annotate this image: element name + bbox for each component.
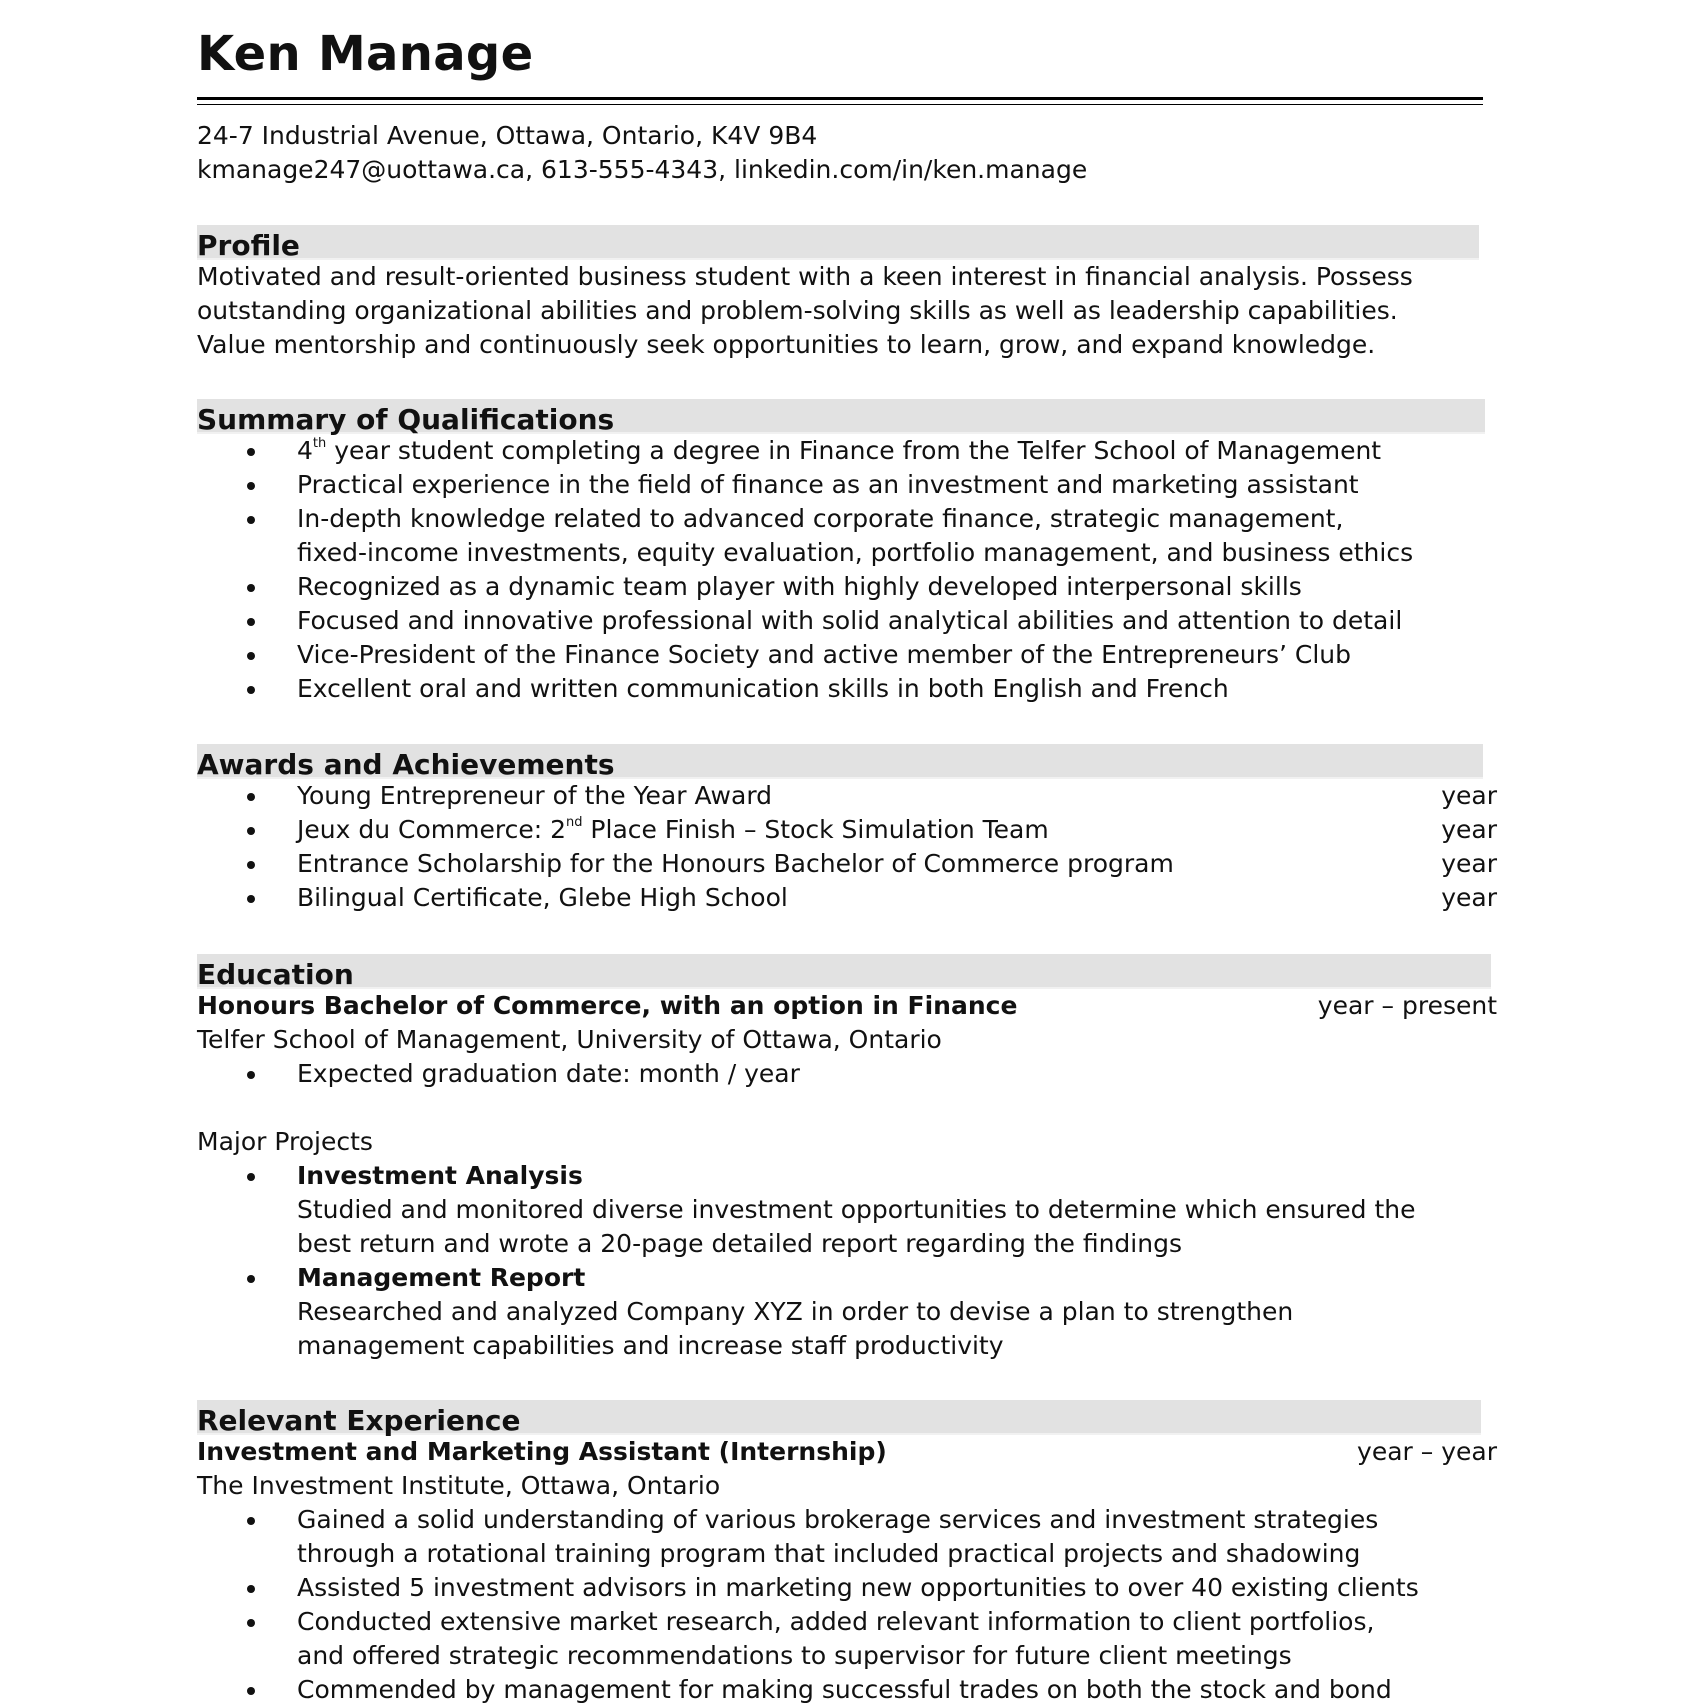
- award-year: year: [1441, 849, 1497, 878]
- experience-section: [197, 1400, 1497, 1707]
- profile-text: [197, 260, 1497, 362]
- list-item: Commended by management for making successful trades on both the stock and bond: [197, 1673, 1497, 1707]
- section-heading-text: Profile: [197, 229, 300, 262]
- contact-block: [197, 119, 1087, 187]
- qualifications-section: [197, 399, 1497, 706]
- list-item: Young Entrepreneur of the Year Award year: [197, 779, 1497, 813]
- awards-list: [197, 779, 1497, 915]
- list-item: Assisted 5 investment advisors in marketing new opportunities to over 40 existing clients: [197, 1571, 1497, 1605]
- role-dates: year – year: [1357, 1437, 1497, 1466]
- award-year: year: [1441, 781, 1497, 810]
- section-heading-qualifications: [197, 399, 1485, 434]
- profile-line: Motivated and result-oriented business student with a keen interest in financial analysis. Possess: [197, 262, 1413, 291]
- list-item: Practical experience in the field of finance as an investment and marketing assistant: [197, 468, 1497, 502]
- candidate-name: Ken Manage: [197, 26, 534, 82]
- list-item: Excellent oral and written communication skills in both English and French: [197, 672, 1497, 706]
- list-item: Gained a solid understanding of various brokerage services and investment strategies through a rotational training program that included practical projects and shadowing: [197, 1503, 1497, 1571]
- qualifications-list: [197, 434, 1497, 706]
- list-item: Focused and innovative professional with solid analytical abilities and attention to detail: [197, 604, 1497, 638]
- section-heading-text: Relevant Experience: [197, 1404, 521, 1437]
- education-details: [197, 1057, 1497, 1091]
- award-year: year: [1441, 815, 1497, 844]
- contact-line: kmanage247@uottawa.ca, 613-555-4343, linkedin.com/in/ken.manage: [197, 155, 1088, 184]
- list-item: Investment Analysis Studied and monitored diverse investment opportunities to determine which ensured the best return and wrote a 20-page detailed report regarding the findings: [197, 1159, 1497, 1261]
- school-name: Telfer School of Management, University of Ottawa, Ontario: [197, 1025, 942, 1054]
- header-rule: [197, 97, 1483, 105]
- section-heading-experience: [197, 1400, 1481, 1435]
- projects-list: [197, 1159, 1497, 1363]
- profile-section: [197, 225, 1497, 362]
- list-item: Jeux du Commerce: 2nd Place Finish – Stock Simulation Team year: [197, 813, 1497, 847]
- section-heading-awards: [197, 744, 1483, 779]
- list-item: Recognized as a dynamic team player with highly developed interpersonal skills: [197, 570, 1497, 604]
- education-section: [197, 954, 1497, 1363]
- degree-dates: year – present: [1317, 991, 1497, 1020]
- list-item: Management Report Researched and analyzed Company XYZ in order to devise a plan to strengthen management capabilities and increase staff productivity: [197, 1261, 1497, 1363]
- section-heading-text: Awards and Achievements: [197, 748, 615, 781]
- award-year: year: [1441, 883, 1497, 912]
- section-heading-text: Summary of Qualifications: [197, 403, 615, 436]
- organization-name: The Investment Institute, Ottawa, Ontario: [197, 1471, 721, 1500]
- address-line: 24-7 Industrial Avenue, Ottawa, Ontario, K4V 9B4: [197, 121, 818, 150]
- awards-section: [197, 744, 1497, 915]
- degree-title: Honours Bachelor of Commerce, with an option in Finance year – present: [197, 989, 1497, 1023]
- list-item: Bilingual Certificate, Glebe High School year: [197, 881, 1497, 915]
- experience-list: [197, 1503, 1497, 1707]
- section-heading-education: [197, 954, 1491, 989]
- list-item: 4th year student completing a degree in Finance from the Telfer School of Management: [197, 434, 1497, 468]
- project-title: Investment Analysis: [297, 1161, 583, 1190]
- list-item: Entrance Scholarship for the Honours Bachelor of Commerce program year: [197, 847, 1497, 881]
- section-heading-text: Education: [197, 958, 354, 991]
- profile-line: outstanding organizational abilities and problem-solving skills as well as leadership capabilities.: [197, 296, 1398, 325]
- list-item: Expected graduation date: month / year: [197, 1057, 1497, 1091]
- profile-line: Value mentorship and continuously seek opportunities to learn, grow, and expand knowledge.: [197, 330, 1376, 359]
- project-title: Management Report: [297, 1263, 586, 1292]
- list-item: Vice-President of the Finance Society and active member of the Entrepreneurs’ Club: [197, 638, 1497, 672]
- role-title: Investment and Marketing Assistant (Internship) year – year: [197, 1435, 1497, 1469]
- section-heading-profile: [197, 225, 1479, 260]
- projects-label: Major Projects: [197, 1127, 373, 1156]
- list-item: Conducted extensive market research, added relevant information to client portfolios, and offered strategic recommendations to supervisor for future client meetings: [197, 1605, 1497, 1673]
- list-item: In-depth knowledge related to advanced corporate finance, strategic management, fixed-income investments, equity evaluation, portfolio management, and business ethics: [197, 502, 1497, 570]
